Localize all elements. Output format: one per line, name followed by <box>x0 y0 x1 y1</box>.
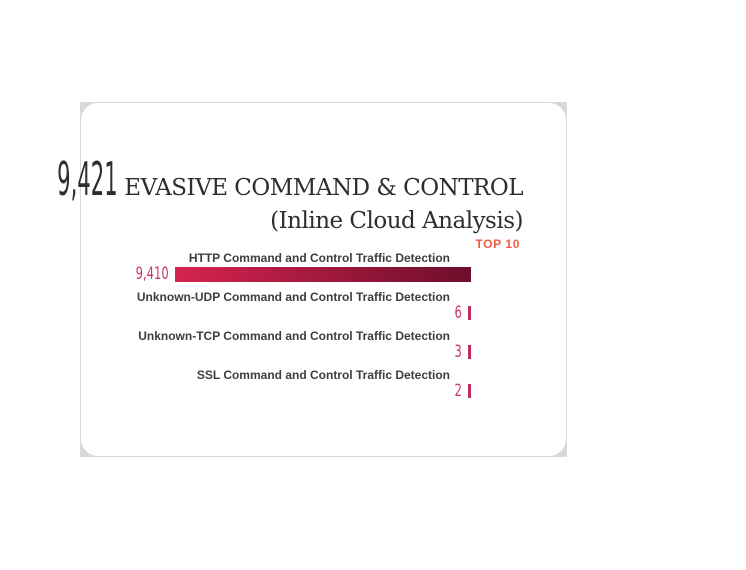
bar-chart <box>101 252 471 408</box>
value-label: 2 <box>454 381 462 401</box>
top10-badge: TOP 10 <box>475 237 520 251</box>
category-label: HTTP Command and Control Traffic Detection <box>188 251 450 265</box>
chart-row <box>101 252 471 282</box>
card-title-block <box>0 152 523 234</box>
panel-backdrop <box>56 102 567 457</box>
chart-row <box>101 369 471 399</box>
category-label: SSL Command and Control Traffic Detection <box>196 368 450 382</box>
bar <box>468 306 471 320</box>
value-label: 3 <box>454 342 462 362</box>
chart-row <box>101 330 471 360</box>
bar <box>468 384 471 398</box>
card-subtitle: (Inline Cloud Analysis) <box>270 208 523 234</box>
bar <box>175 267 471 282</box>
chart-row <box>101 291 471 321</box>
bar-line <box>101 305 471 321</box>
category-label: Unknown-UDP Command and Control Traffic Detection <box>136 290 450 304</box>
evasive-c2-card <box>56 102 567 457</box>
bar-line <box>101 344 471 360</box>
category-label: Unknown-TCP Command and Control Traffic Detection <box>138 329 450 343</box>
card-title: EVASIVE COMMAND & CONTROL <box>124 175 523 201</box>
value-label: 6 <box>454 303 462 323</box>
bar-line <box>101 383 471 399</box>
value-label: 9,410 <box>135 264 169 284</box>
bar-line <box>101 266 471 282</box>
bar <box>468 345 471 359</box>
total-count: 9,421 <box>56 152 118 206</box>
card-title-line <box>0 152 523 206</box>
